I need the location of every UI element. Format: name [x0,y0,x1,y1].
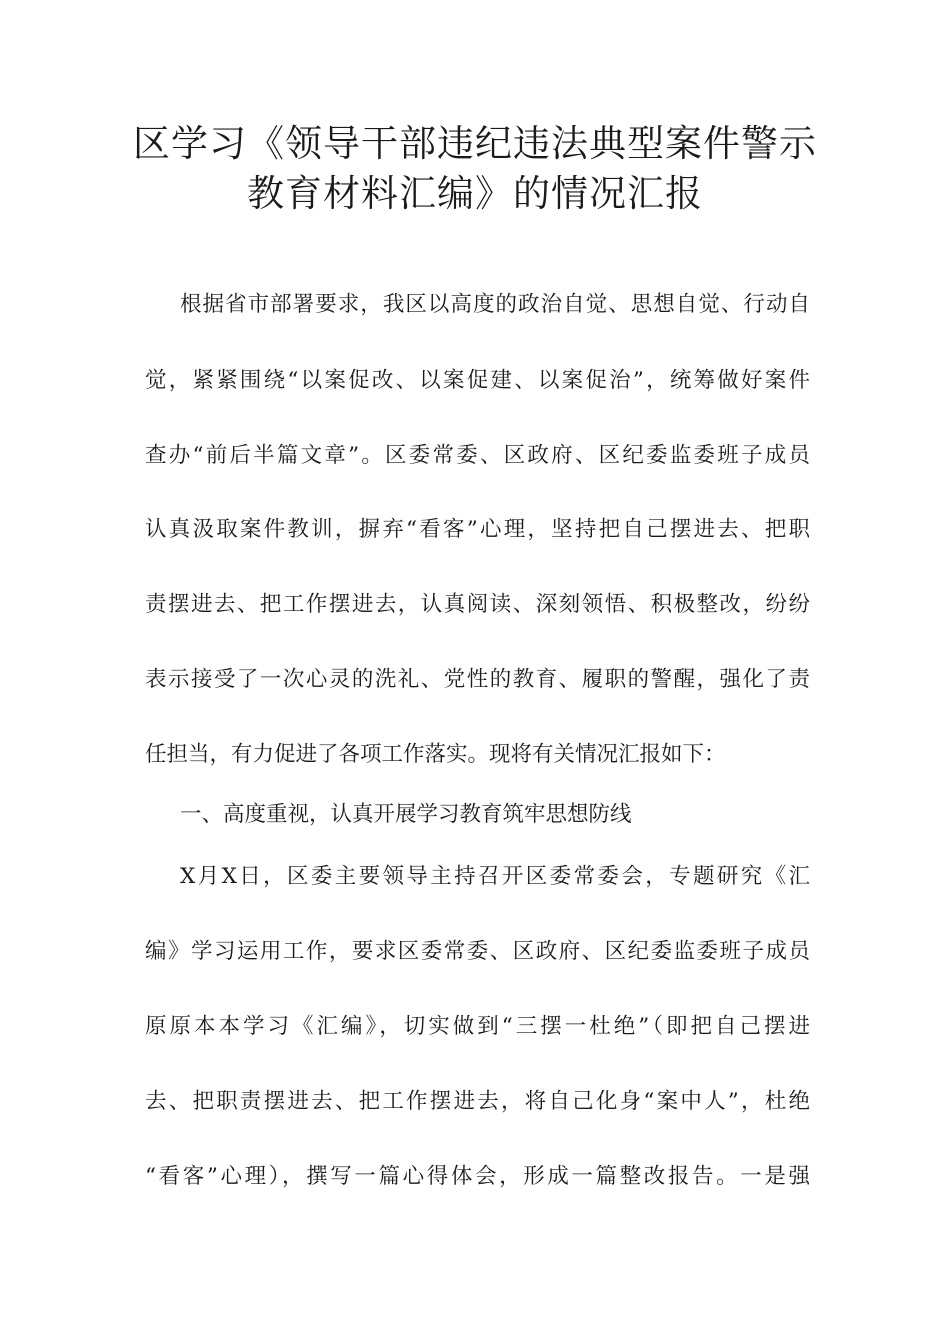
document-title-line-2: 教育材料汇编》的情况汇报 [247,172,703,215]
document-title-line-1: 区学习《领导干部违纪违法典型案件警示 [133,122,817,165]
paragraph-1-line-5: 责摆进去、把工作摆进去，认真阅读、深刻领悟、积极整改，纷纷 [145,592,810,617]
paragraph-1-line-6: 表示接受了一次心灵的洗礼、党性的教育、履职的警醒，强化了责 [145,667,810,692]
paragraph-2-line-1: X月X日，区委主要领导主持召开区委常委会，专题研究《汇 [180,864,810,889]
paragraph-2-line-5: “看客”心理），撰写一篇心得体会，形成一篇整改报告。一是强 [145,1164,810,1189]
paragraph-1-line-2: 觉，紧紧围绕“以案促改、以案促建、以案促治”，统筹做好案件 [145,368,810,393]
paragraph-2-line-3: 原原本本学习《汇编》，切实做到“三摆一杜绝”（即把自己摆进 [145,1014,810,1039]
paragraph-2-line-4: 去、把职责摆进去、把工作摆进去，将自己化身“案中人”，杜绝 [145,1089,810,1114]
paragraph-2-line-2: 编》学习运用工作，要求区委常委、区政府、区纪委监委班子成员 [145,939,810,964]
paragraph-1-line-3: 查办“前后半篇文章”。区委常委、区政府、区纪委监委班子成员 [145,443,810,468]
paragraph-1-line-4: 认真汲取案件教训，摒弃“看客”心理，坚持把自己摆进去、把职 [145,517,810,542]
paragraph-1-line-1: 根据省市部署要求，我区以高度的政治自觉、思想自觉、行动自 [180,292,810,317]
paragraph-1-line-7: 任担当，有力促进了各项工作落实。现将有关情况汇报如下： [145,742,726,767]
section-heading-1: 一、高度重视，认真开展学习教育筑牢思想防线 [180,802,632,827]
